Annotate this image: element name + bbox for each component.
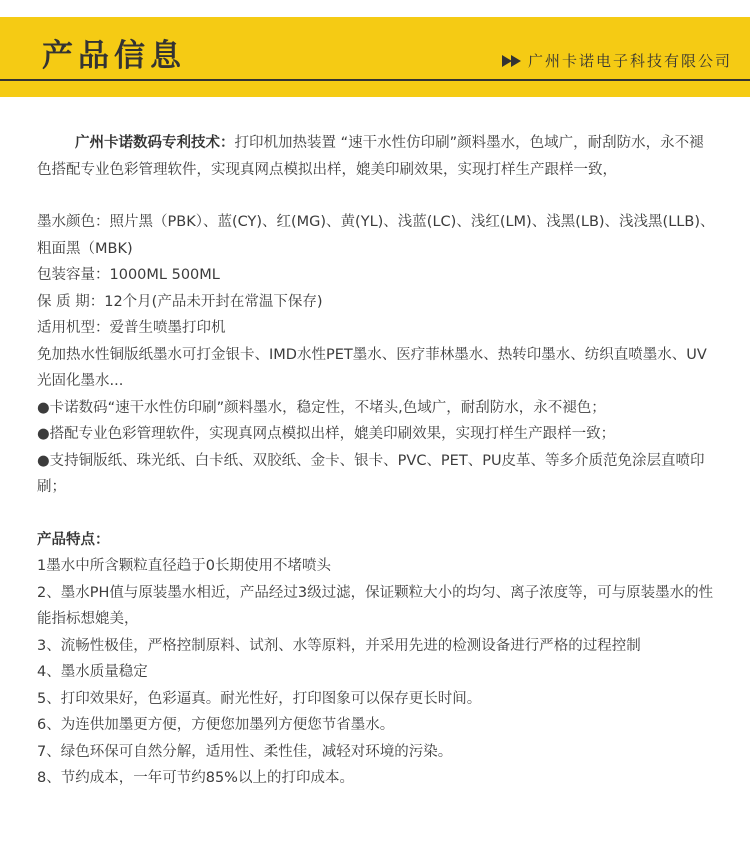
bullet-point: ●搭配专业色彩管理软件，实现真网点模拟出样，媲美印刷效果，实现打样生产跟样一致； xyxy=(37,426,616,442)
spec-capacity: 包装容量：1000ML 500ML xyxy=(37,267,220,283)
bullet-point: ●支持铜版纸、珠光纸、白卡纸、双胶纸、金卡、银卡、PVC、PET、PU皮革、等多介质范免涂层直喷印刷； xyxy=(37,452,705,495)
spec-shelf-life: 保 质 期：12个月(产品未开封在常温下保存) xyxy=(37,293,323,310)
double-play-arrow-icon xyxy=(502,55,522,67)
spec-ink-types: 免加热水性铜版纸墨水可打金银卡、IMD水性PET墨水、医疗菲林墨水、热转印墨水、纺织直喷墨水、UV光固化墨水... xyxy=(37,346,707,389)
bullet-point: ●卡诺数码“速干水性仿印刷”颜料墨水，稳定性，不堵头,色域广，耐刮防水，永不褪色； xyxy=(37,399,606,416)
spacer xyxy=(37,183,717,209)
spacer xyxy=(37,501,717,527)
feature-item: 2、墨水PH值与原装墨水相近，产品经过3级过滤，保证颗粒大小的均匀、离子浓度等，可与原装墨水的性能指标想媲美， xyxy=(37,584,714,627)
feature-item: 8、节约成本，一年可节约85%以上的打印成本。 xyxy=(37,770,354,786)
company-name xyxy=(502,51,732,71)
page-title: 产品信息 xyxy=(42,38,186,74)
feature-item: 7、绿色环保可自然分解，适用性、柔性佳，减轻对环境的污染。 xyxy=(37,743,453,760)
intro-paragraph xyxy=(37,130,717,183)
feature-item: 1墨水中所含颗粒直径趋于0长期使用不堵喷头 xyxy=(37,558,331,574)
feature-item: 4、墨水质量稳定 xyxy=(37,664,148,680)
header-banner xyxy=(0,17,750,97)
product-description xyxy=(37,130,717,792)
header-divider xyxy=(0,79,750,81)
intro-text: 打印机加热装置 “速干水性仿印刷”颜料墨水，色域广，耐刮防水，永不褪色搭配专业色彩管理软件，实现真网点模拟出样，媲美印刷效果，实现打样生产跟样一致， xyxy=(37,135,704,178)
intro-lead: 广州卡诺数码专利技术： xyxy=(75,135,235,151)
spec-compatible-models: 适用机型：爱普生喷墨打印机 xyxy=(37,320,226,336)
spec-ink-colors: 墨水颜色：照片黑（PBK）、蓝(CY)、红(MG)、黄(YL)、浅蓝(LC)、浅红(LM)、浅黑(LB)、浅浅黑(LLB)、粗面黑（MBK) xyxy=(37,214,715,257)
feature-item: 6、为连供加墨更方便，方便您加墨列方便您节省墨水。 xyxy=(37,717,395,733)
feature-item: 3、流畅性极佳，严格控制原料、试剂、水等原料，并采用先进的检测设备进行严格的过程控制 xyxy=(37,637,641,654)
company-name-text: 广州卡诺电子科技有限公司 xyxy=(527,52,732,70)
features-title: 产品特点： xyxy=(37,531,110,548)
feature-item: 5、打印效果好，色彩逼真。耐光性好，打印图象可以保存更长时间。 xyxy=(37,690,482,707)
